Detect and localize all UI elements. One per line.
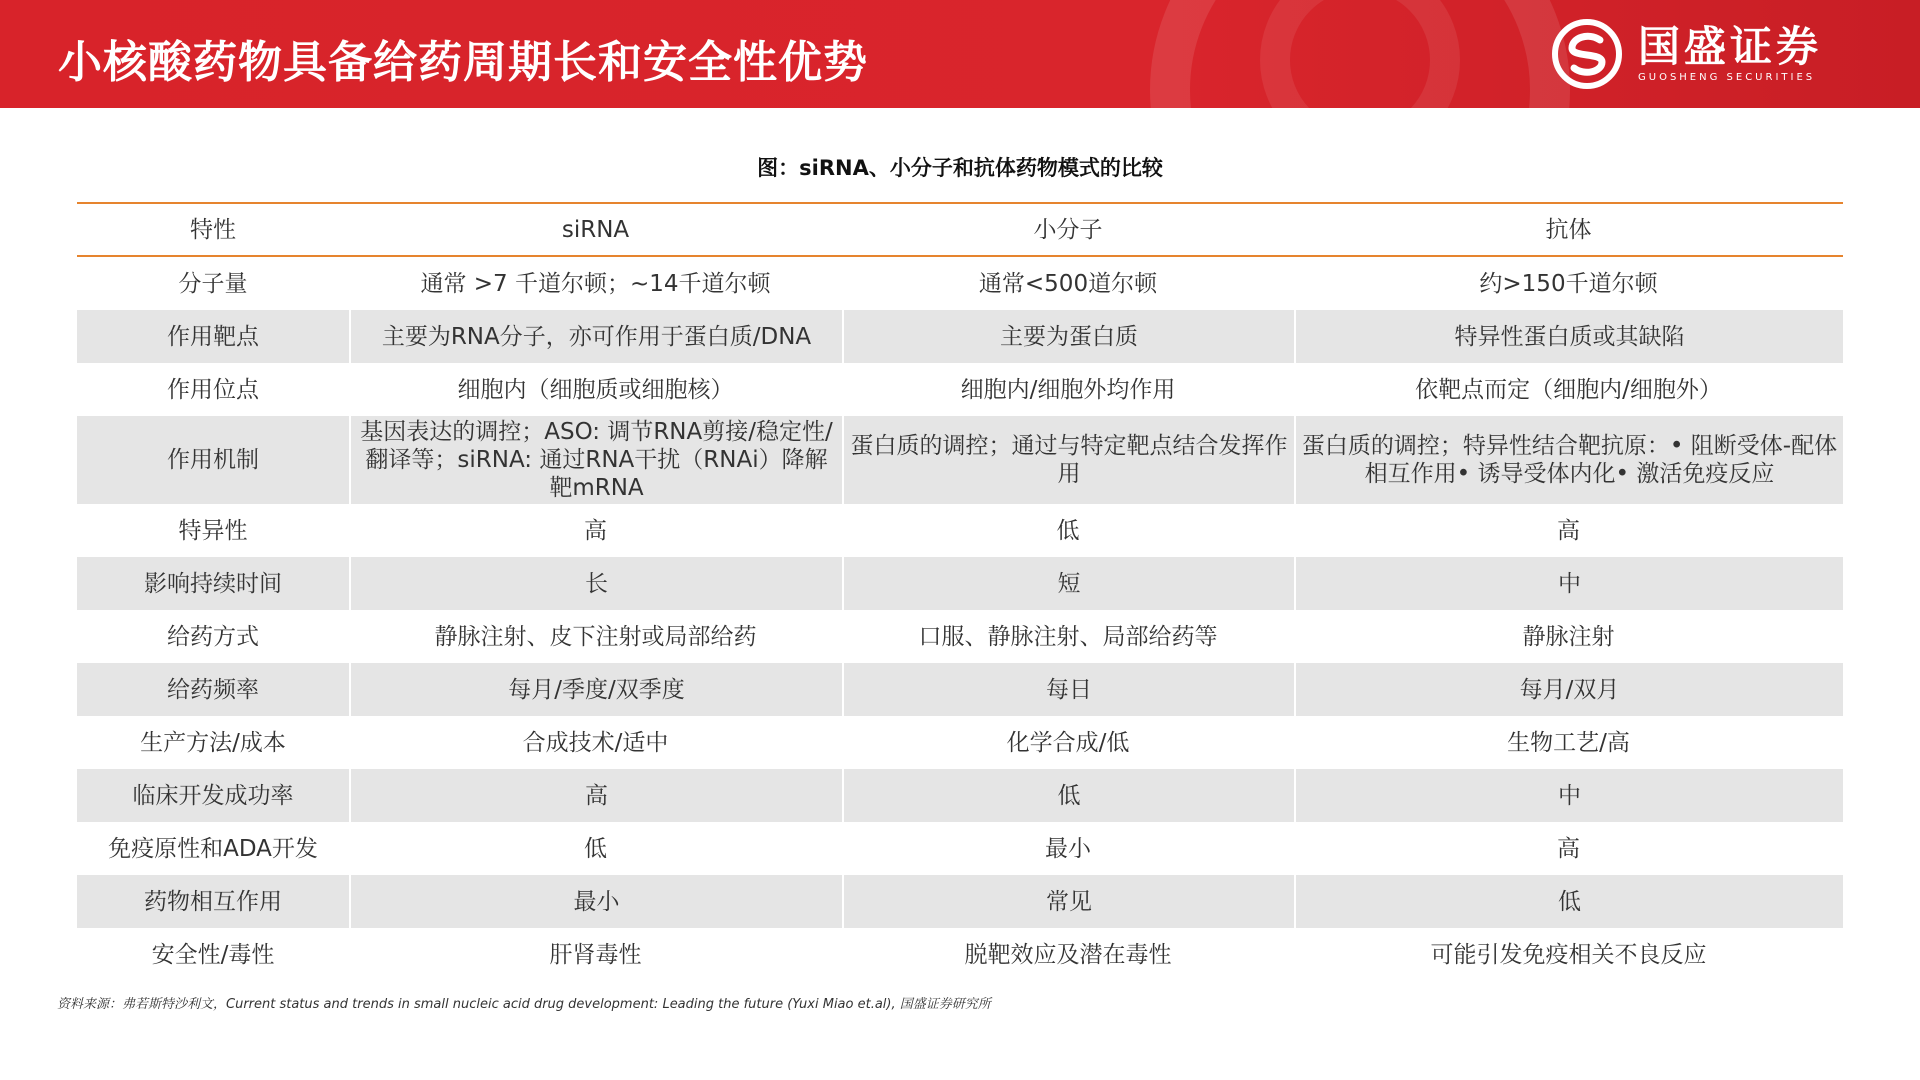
table-cell: 长 — [349, 557, 842, 610]
table-cell: 主要为蛋白质 — [842, 310, 1294, 363]
row-label-cell: 分子量 — [178, 270, 248, 297]
table-cell: 中 — [1294, 769, 1843, 822]
table-cell: 低 — [842, 769, 1294, 822]
table-cell: 合成技术/适中 — [522, 729, 669, 756]
table-cell: 高 — [584, 517, 607, 544]
table-row — [77, 769, 1843, 822]
table-cell: 静脉注射 — [1522, 623, 1615, 650]
row-label-cell: 特异性 — [178, 517, 248, 544]
row-label-cell: 安全性/毒性 — [151, 941, 275, 968]
column-header: 特性 — [190, 216, 236, 243]
table-cell: 蛋白质的调控；通过与特定靶点结合发挥作用 — [842, 416, 1294, 504]
table-cell: 肝肾毒性 — [549, 941, 642, 968]
comparison-table — [77, 202, 1843, 981]
table-cell: 主要为RNA分子，亦可作用于蛋白质/DNA — [349, 310, 842, 363]
table-cell: 特异性蛋白质或其缺陷 — [1294, 310, 1843, 363]
table-cell: 每月/双月 — [1294, 663, 1843, 716]
table-cell: 最小 — [1045, 835, 1091, 862]
table-cell: 高 — [1557, 517, 1580, 544]
row-label-cell: 给药方式 — [167, 623, 259, 650]
table-cell: 依靶点而定（细胞内/细胞外） — [1415, 376, 1722, 403]
source-note: 资料来源：弗若斯特沙利文，Current status and trends in small nucleic acid drug development: Leading the future (Yuxi Miao et.al), 国盛证券研究所 — [57, 997, 991, 1012]
table-row — [77, 363, 1843, 416]
table-header-row — [77, 204, 1843, 257]
row-label-cell: 免疫原性和ADA开发 — [108, 835, 318, 862]
table-row — [77, 257, 1843, 310]
table-cell: 常见 — [842, 875, 1294, 928]
table-cell: 每月/季度/双季度 — [349, 663, 842, 716]
table-cell: 可能引发免疫相关不良反应 — [1430, 941, 1707, 968]
table-cell: 脱靶效应及潜在毒性 — [964, 941, 1172, 968]
brand-logo — [1548, 18, 1888, 90]
row-label-cell: 临床开发成功率 — [132, 782, 294, 809]
table-cell: 每日 — [842, 663, 1294, 716]
table-cell: 通常 >7 千道尔顿；~14千道尔顿 — [420, 270, 771, 297]
table-row — [77, 310, 1843, 363]
table-cell: 中 — [1294, 557, 1843, 610]
table-cell: 低 — [1294, 875, 1843, 928]
table-cell: 化学合成/低 — [1006, 729, 1130, 756]
page-title: 小核酸药物具备给药周期长和安全性优势 — [58, 37, 868, 88]
figure-caption: 图：siRNA、小分子和抗体药物模式的比较 — [757, 156, 1163, 180]
row-label-cell: 作用机制 — [167, 447, 259, 473]
table-row — [77, 416, 1843, 504]
column-header: siRNA — [561, 216, 630, 243]
table-cell: 低 — [584, 835, 607, 862]
table-cell: 短 — [842, 557, 1294, 610]
table-row — [77, 822, 1843, 875]
column-header: 抗体 — [1545, 216, 1592, 243]
table-cell: 基因表达的调控；ASO: 调节RNA剪接/稳定性/翻译等；siRNA: 通过RNA干扰（RNAi）降解靶mRNA — [349, 416, 842, 504]
row-label-cell: 药物相互作用 — [144, 888, 282, 915]
table-cell: 低 — [1056, 517, 1080, 544]
row-label-cell: 给药频率 — [167, 676, 259, 703]
row-label-cell: 作用靶点 — [167, 323, 259, 350]
table-body — [77, 257, 1843, 981]
row-label-cell: 生产方法/成本 — [140, 729, 286, 756]
table-row — [77, 716, 1843, 769]
row-label-cell: 影响持续时间 — [144, 570, 282, 597]
logo-english-name: GUOSHENG SECURITIES — [1638, 72, 1816, 83]
header-banner — [0, 0, 1920, 108]
column-header: 小分子 — [1033, 216, 1103, 243]
table-cell: 蛋白质的调控；特异性结合靶抗原：• 阻断受体-配体相互作用• 诱导受体内化• 激活免疫反应 — [1294, 416, 1843, 504]
table-cell: 高 — [1557, 835, 1580, 862]
table-row — [77, 663, 1843, 716]
table-row — [77, 504, 1843, 557]
table-row — [77, 875, 1843, 928]
row-label-cell: 作用位点 — [167, 376, 259, 403]
table-cell: 最小 — [349, 875, 842, 928]
table-cell: 高 — [349, 769, 842, 822]
logo-chinese-name: 国盛证券 — [1638, 22, 1823, 71]
table-cell: 口服、静脉注射、局部给药等 — [918, 623, 1218, 650]
logo-mark-icon — [1548, 18, 1626, 90]
table-cell: 生物工艺/高 — [1507, 729, 1630, 756]
table-row — [77, 928, 1843, 981]
table-cell: 静脉注射、皮下注射或局部给药 — [434, 623, 757, 650]
table-cell: 细胞内/细胞外均作用 — [960, 376, 1176, 403]
table-row — [77, 557, 1843, 610]
table-row — [77, 610, 1843, 663]
watermark-ring-inner — [1260, 0, 1460, 108]
table-cell: 约>150千道尔顿 — [1479, 270, 1658, 297]
table-cell: 细胞内（细胞质或细胞核） — [457, 376, 734, 403]
table-cell: 通常<500道尔顿 — [978, 270, 1158, 297]
